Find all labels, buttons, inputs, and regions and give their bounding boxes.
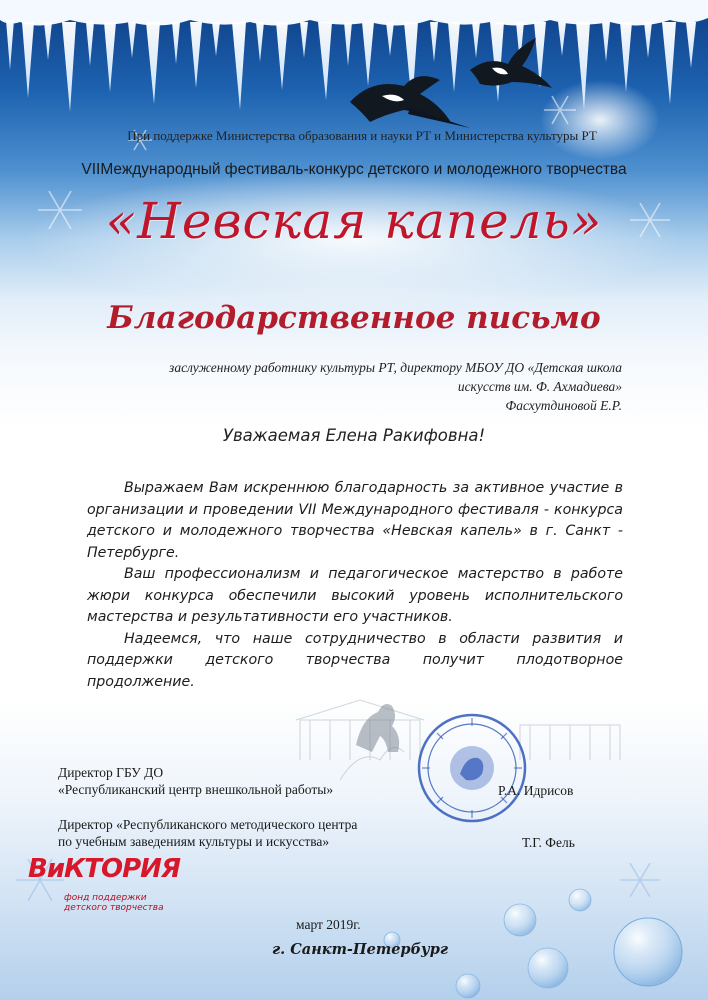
body-paragraph: Выражаем Вам искреннюю благодарность за активное участие в организации и проведении VII Международного фестиваля - конкурса детского и молодежного творчества «Невская капель» в г. Санкт - Петербурге. xyxy=(87,480,623,561)
official-seal-stamp xyxy=(416,712,528,824)
signatory-name-1: Р.А. Идрисов xyxy=(498,783,574,798)
letter-body xyxy=(87,478,623,693)
signatory-name-2: Т.Г. Фель xyxy=(522,835,575,850)
signature-title: по учебным заведениям культуры и искусства» xyxy=(58,834,330,849)
signature-title: Директор «Республиканского методического центра xyxy=(58,817,358,832)
body-paragraph: Ваш профессионализм и педагогическое мастерство в работе жюри конкурса обеспечили высокий уровень исполнительского мастерства и результативности его участников. xyxy=(87,566,623,625)
victoria-logo: ВиКТОРИЯ xyxy=(28,854,180,884)
document-date: март 2019г. xyxy=(296,917,361,932)
victoria-logo-subtitle xyxy=(64,893,164,913)
signature-title: «Республиканский центр внешкольной работы» xyxy=(58,782,334,797)
recipient-line: Фасхутдиновой Е.Р. xyxy=(505,398,622,413)
signature-block-1 xyxy=(58,764,333,798)
snow-crust xyxy=(0,0,708,26)
recipient-line: искусств им. Ф. Ахмадиева» xyxy=(457,379,622,394)
recipient-line: заслуженному работнику культуры РТ, директору МБОУ ДО «Детская школа xyxy=(169,360,622,375)
signature-title: Директор ГБУ ДО xyxy=(58,765,164,780)
signature-block-2 xyxy=(58,816,357,850)
document-city: г. Санкт-Петербург xyxy=(272,941,449,958)
logo-subtitle-line: фонд поддержки xyxy=(64,893,147,903)
logo-subtitle-line: детского творчества xyxy=(64,903,164,913)
recipient-block xyxy=(120,358,622,415)
festival-title: «Невская капель» xyxy=(105,192,603,250)
greeting: Уважаемая Елена Ракифовна! xyxy=(222,426,486,445)
festival-line: VIIМеждународный фестиваль-конкурс детского и молодежного творчества xyxy=(81,161,627,178)
body-paragraph: Надеемся, что наше сотрудничество в области развития и поддержки детского творчества получит плодотворное продолжение. xyxy=(87,630,623,690)
document-heading: Благодарственное письмо xyxy=(107,300,601,336)
support-line: При поддержке Министерства образования и науки РТ и Министерства культуры РТ xyxy=(127,128,597,143)
horseman-monument xyxy=(356,704,399,752)
